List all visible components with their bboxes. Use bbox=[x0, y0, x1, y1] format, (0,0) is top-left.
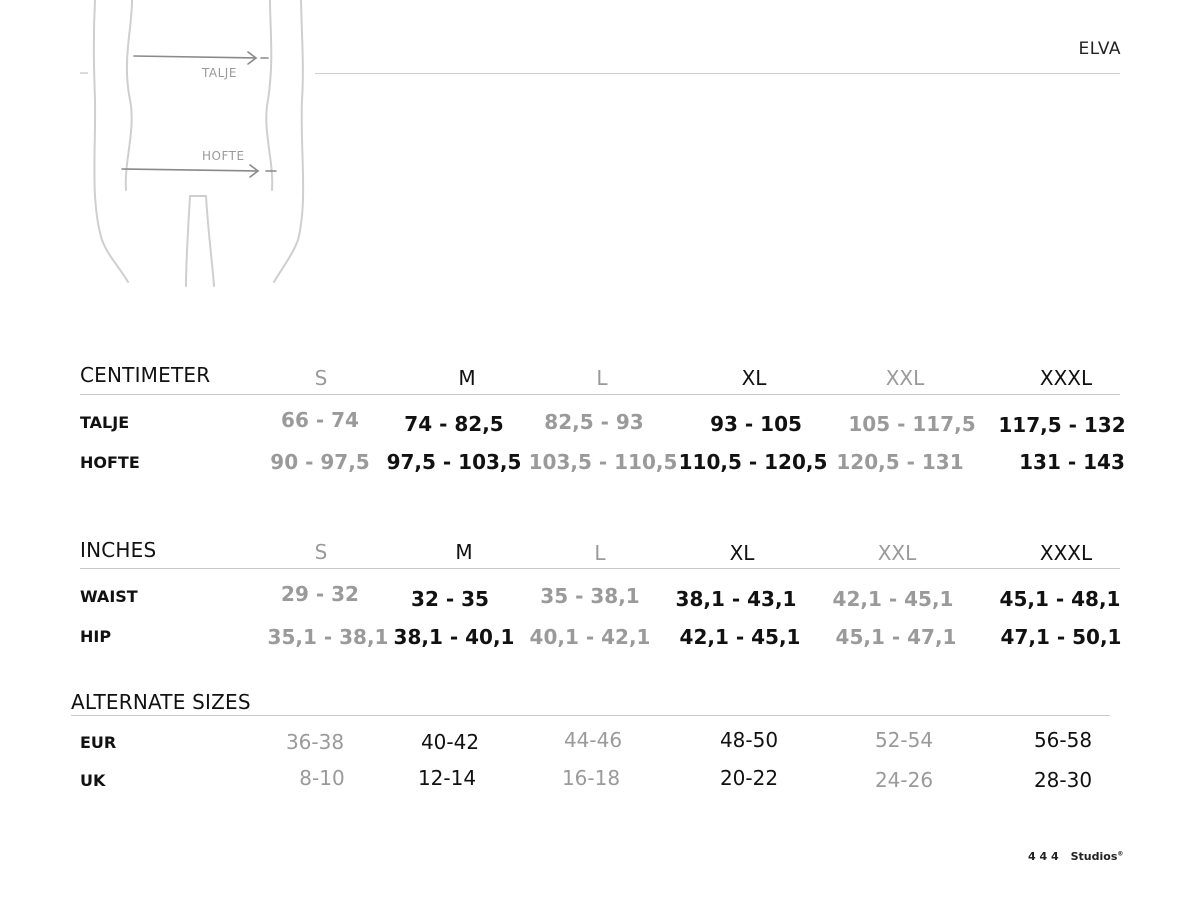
cm-waist-m: 74 - 82,5 bbox=[404, 412, 504, 436]
in-hip-xxxl: 47,1 - 50,1 bbox=[1000, 625, 1122, 649]
cm-size-m: M bbox=[458, 366, 476, 390]
alt-eur-s: 36-38 bbox=[285, 730, 345, 754]
in-hip-xl: 42,1 - 45,1 bbox=[679, 625, 801, 649]
cm-hip-xxxl: 131 - 143 bbox=[1019, 450, 1125, 474]
cm-hip-xl: 110,5 - 120,5 bbox=[678, 450, 828, 474]
brand-name: Studios bbox=[1070, 850, 1118, 863]
in-waist-xxl: 42,1 - 45,1 bbox=[832, 587, 954, 611]
in-size-s: S bbox=[314, 540, 328, 564]
product-name: ELVA bbox=[1078, 39, 1121, 59]
alt-uk-l: 16-18 bbox=[561, 766, 621, 790]
alt-uk-xl: 20-22 bbox=[719, 766, 779, 790]
cm-row-label-waist: TALJE bbox=[80, 413, 130, 432]
in-waist-xl: 38,1 - 43,1 bbox=[675, 587, 797, 611]
alt-row-label-eur: EUR bbox=[80, 733, 117, 752]
in-hip-xxl: 45,1 - 47,1 bbox=[835, 625, 957, 649]
cm-hip-m: 97,5 - 103,5 bbox=[386, 450, 522, 474]
alt-uk-s: 8-10 bbox=[299, 766, 345, 790]
centimeter-title: CENTIMETER bbox=[80, 363, 211, 387]
alt-uk-xxxl: 28-30 bbox=[1033, 768, 1093, 792]
alternate-sizes-title: ALTERNATE SIZES bbox=[71, 690, 251, 714]
alt-eur-xxl: 52-54 bbox=[874, 728, 934, 752]
in-waist-m: 32 - 35 bbox=[411, 587, 489, 611]
alternate-divider bbox=[71, 715, 1110, 716]
inches-divider bbox=[80, 568, 1120, 569]
inches-title: INCHES bbox=[80, 538, 157, 562]
in-waist-l: 35 - 38,1 bbox=[540, 584, 640, 608]
in-size-xxl: XXL bbox=[877, 541, 917, 565]
alt-eur-xxxl: 56-58 bbox=[1033, 728, 1093, 752]
in-size-xl: XL bbox=[729, 541, 755, 565]
cm-size-xl: XL bbox=[741, 366, 767, 390]
registered-mark: ® bbox=[1117, 850, 1124, 858]
in-row-label-hip: HIP bbox=[80, 627, 112, 646]
body-measurement-figure bbox=[78, 0, 318, 300]
cm-waist-xl: 93 - 105 bbox=[710, 412, 802, 436]
alt-eur-m: 40-42 bbox=[420, 730, 480, 754]
figure-hip-label: HOFTE bbox=[202, 149, 245, 163]
in-size-l: L bbox=[594, 541, 606, 565]
cm-size-s: S bbox=[314, 366, 328, 390]
brand-logo bbox=[1028, 850, 1123, 863]
alt-eur-xl: 48-50 bbox=[719, 728, 779, 752]
cm-size-xxxl: XXXL bbox=[1039, 366, 1093, 390]
cm-waist-s: 66 - 74 bbox=[281, 408, 359, 432]
figure-waist-label: TALJE bbox=[202, 66, 237, 80]
cm-waist-xxl: 105 - 117,5 bbox=[848, 412, 976, 436]
alt-uk-xxl: 24-26 bbox=[874, 768, 934, 792]
cm-waist-xxxl: 117,5 - 132 bbox=[998, 413, 1126, 437]
in-hip-s: 35,1 - 38,1 bbox=[267, 625, 389, 649]
cm-hip-s: 90 - 97,5 bbox=[270, 450, 370, 474]
cm-row-label-hip: HOFTE bbox=[80, 453, 140, 472]
alt-uk-m: 12-14 bbox=[417, 766, 477, 790]
header-divider bbox=[315, 73, 1120, 74]
cm-size-xxl: XXL bbox=[885, 366, 925, 390]
in-waist-xxxl: 45,1 - 48,1 bbox=[999, 587, 1121, 611]
centimeter-divider bbox=[80, 394, 1120, 395]
cm-hip-xxl: 120,5 - 131 bbox=[836, 450, 964, 474]
in-hip-m: 38,1 - 40,1 bbox=[393, 625, 515, 649]
alt-eur-l: 44-46 bbox=[563, 728, 623, 752]
cm-size-l: L bbox=[596, 366, 608, 390]
cm-hip-l: 103,5 - 110,5 bbox=[528, 450, 678, 474]
cm-waist-l: 82,5 - 93 bbox=[544, 410, 644, 434]
in-hip-l: 40,1 - 42,1 bbox=[529, 625, 651, 649]
alt-row-label-uk: UK bbox=[80, 771, 106, 790]
brand-number: 4 4 4 bbox=[1028, 850, 1059, 863]
in-size-xxxl: XXXL bbox=[1039, 541, 1093, 565]
in-row-label-waist: WAIST bbox=[80, 587, 138, 606]
in-size-m: M bbox=[455, 540, 473, 564]
in-waist-s: 29 - 32 bbox=[281, 582, 359, 606]
